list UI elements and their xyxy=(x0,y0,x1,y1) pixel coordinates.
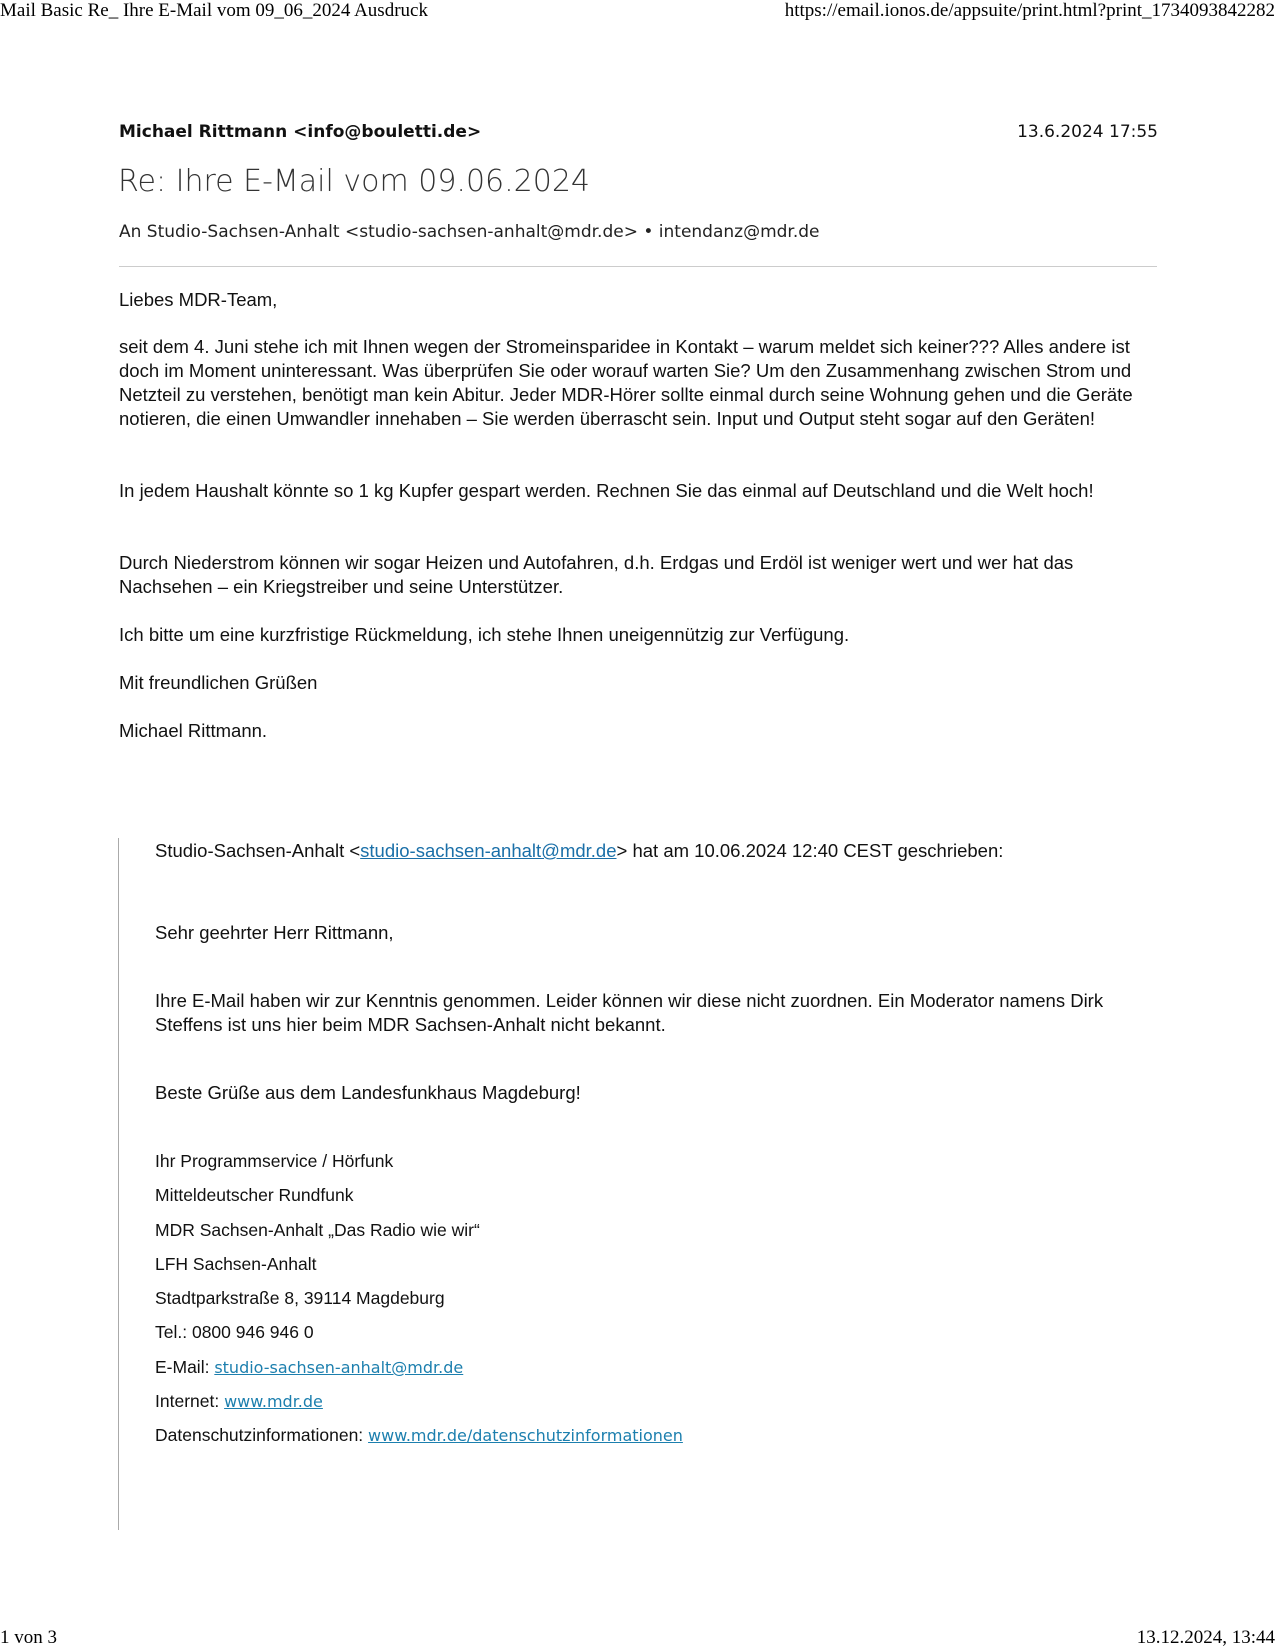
signature-line: Stadtparkstraße 8, 39114 Magdeburg xyxy=(155,1288,445,1308)
print-title: Mail Basic Re_ Ihre E-Mail vom 09_06_2024 Ausdruck xyxy=(0,0,428,21)
body-paragraph: Durch Niederstrom können wir sogar Heizen und Autofahren, d.h. Erdgas und Erdöl ist weniger wert und wer hat das Nachsehen – ein Kriegstreiber und seine Unterstützer. xyxy=(119,552,1074,597)
email-subject: Re: Ihre E-Mail vom 09.06.2024 xyxy=(118,164,591,199)
header-divider xyxy=(119,266,1157,267)
signature-privacy: Datenschutzinformationen: www.mdr.de/datenschutzinformationen xyxy=(155,1425,683,1445)
quote-border xyxy=(118,838,119,1530)
signature-line: Tel.: 0800 946 946 0 xyxy=(155,1322,314,1342)
print-timestamp: 13.12.2024, 13:44 xyxy=(1136,1627,1275,1648)
signature-email-link[interactable]: studio-sachsen-anhalt@mdr.de xyxy=(214,1358,464,1377)
signature-email: E-Mail: studio-sachsen-anhalt@mdr.de xyxy=(155,1357,464,1377)
page-number: 1 von 3 xyxy=(0,1627,57,1648)
quote-greeting: Sehr geehrter Herr Rittmann, xyxy=(155,922,394,943)
signature-line: Ihr Programmservice / Hörfunk xyxy=(155,1151,394,1171)
signature-line: MDR Sachsen-Anhalt „Das Radio wie wir“ xyxy=(155,1220,480,1240)
quote-header: Studio-Sachsen-Anhalt <studio-sachsen-anhalt@mdr.de> hat am 10.06.2024 12:40 CEST geschrieben: xyxy=(155,840,1004,861)
quote-sender-email-link[interactable]: studio-sachsen-anhalt@mdr.de xyxy=(360,840,617,861)
quote-closing: Beste Grüße aus dem Landesfunkhaus Magdeburg! xyxy=(155,1082,581,1103)
email-body xyxy=(119,288,1164,312)
signature-line: LFH Sachsen-Anhalt xyxy=(155,1254,317,1274)
quote-text: Ihre E-Mail haben wir zur Kenntnis genommen. Leider können wir diese nicht zuordnen. Ein Moderator namens Dirk Steffens ist uns hier beim MDR Sachsen-Anhalt nicht bekannt. xyxy=(155,990,1104,1035)
signature-internet: Internet: www.mdr.de xyxy=(155,1391,323,1411)
body-greeting: Liebes MDR-Team, xyxy=(119,289,278,310)
signature-privacy-link[interactable]: www.mdr.de/datenschutzinformationen xyxy=(368,1426,683,1445)
signature-website-link[interactable]: www.mdr.de xyxy=(224,1392,323,1411)
body-paragraph: seit dem 4. Juni stehe ich mit Ihnen wegen der Stromeinsparidee in Kontakt – warum meldet sich keiner??? Alles andere ist doch im Moment uninteressant. Was überprüfen Sie oder worauf warten Sie? Um den Zusammenhang zwischen Strom und Netzteil zu verstehen, benötigt man kein Abitur. Jeder MDR-Hörer sollte einmal durch seine Wohnung gehen und die Geräte notieren, die einen Umwandler innehaben – Sie werden überrascht sein. Input und Output steht sogar auf den Geräten! xyxy=(119,336,1133,429)
recipients: An Studio-Sachsen-Anhalt <studio-sachsen-anhalt@mdr.de> • intendanz@mdr.de xyxy=(119,222,820,242)
body-paragraph: Ich bitte um eine kurzfristige Rückmeldung, ich stehe Ihnen uneigennützig zur Verfügung. xyxy=(119,624,850,645)
sender: Michael Rittmann <info@bouletti.de> xyxy=(119,122,482,142)
print-url: https://email.ionos.de/appsuite/print.html?print_1734093842282 xyxy=(784,0,1275,21)
body-signature: Michael Rittmann. xyxy=(119,720,268,741)
email-date: 13.6.2024 17:55 xyxy=(1017,122,1158,142)
body-closing: Mit freundlichen Grüßen xyxy=(119,672,318,693)
body-paragraph: In jedem Haushalt könnte so 1 kg Kupfer gespart werden. Rechnen Sie das einmal auf Deutschland und die Welt hoch! xyxy=(119,480,1094,501)
signature-line: Mitteldeutscher Rundfunk xyxy=(155,1185,354,1205)
